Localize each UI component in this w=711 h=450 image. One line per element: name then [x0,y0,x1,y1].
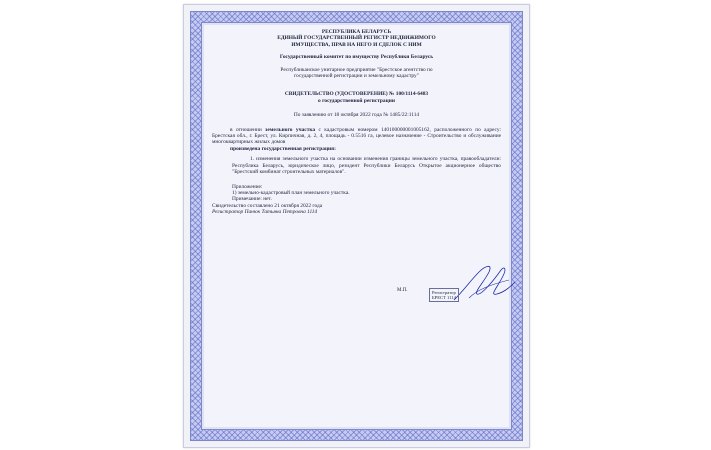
document-body [212,29,501,216]
header-committee: Государственный комитет по имуществу Республики Беларусь [279,54,434,61]
stamp-text: Регистратор БРЕСТ 1114 [429,288,459,302]
header-enterprise-1: Республиканское унитарное предприятие "Брестское агентство по [280,66,433,73]
property-details: с кадастровым номером 140100000001005162, расположенного по адресу: Брестская обл., г. Брест, ул. Кирпичная, д. 2, 4, площадь - 0.5516 га, целевое назначение - Строительство и обслуживание многоквартирных жилых домов [212,126,501,146]
property-paragraph [212,127,501,146]
header-register-2: ИМУЩЕСТВА, ПРАВ НА НЕГО И СДЕЛОК С НИМ [291,41,422,48]
stamp-mp: М.П. [397,288,408,293]
certificate-title: СВИДЕТЕЛЬСТВО (УДОСТОВЕРЕНИЕ) № 100/1114-6483 [284,91,429,98]
compiled-date: Свидетельство составлено 21 октября 2022 года [212,202,323,209]
property-type: земельного участка [265,126,316,133]
registration-produced: произведена государственная регистрация: [230,145,336,152]
note: Примечание: нет. [232,196,272,203]
registration-item-1: 1. изменения земельного участка на основании изменения границы земельного участка, правообладатели: Республика Беларусь, юридическое лицо, резидент Республики Беларусь Открытое акционерное общество "Брестский комбинат строительных материалов". [232,156,501,176]
header-register: ЕДИНЫЙ ГОСУДАРСТВЕННЫЙ РЕГИСТР НЕДВИЖИМОГО [277,35,436,42]
property-intro: в отношении [230,126,262,133]
certificate-subtitle: о государственной регистрации [318,97,395,104]
signature [449,260,519,305]
header-enterprise-2: государственной регистрации и земельному кадастру" [294,73,419,80]
certificate-page [183,4,530,448]
appendix-item: 1) земельно-кадастровый план земельного участка. [232,189,350,196]
registrar-line: Регистратор Панюк Татьяна Петровна 1114 [212,209,318,216]
header-country: РЕСПУБЛИКА БЕЛАРУСЬ [321,29,392,35]
application-line: По заявлению от 18 октября 2022 года № 1485/22:1114 [293,112,420,119]
appendix-label: Приложение: [232,183,263,190]
